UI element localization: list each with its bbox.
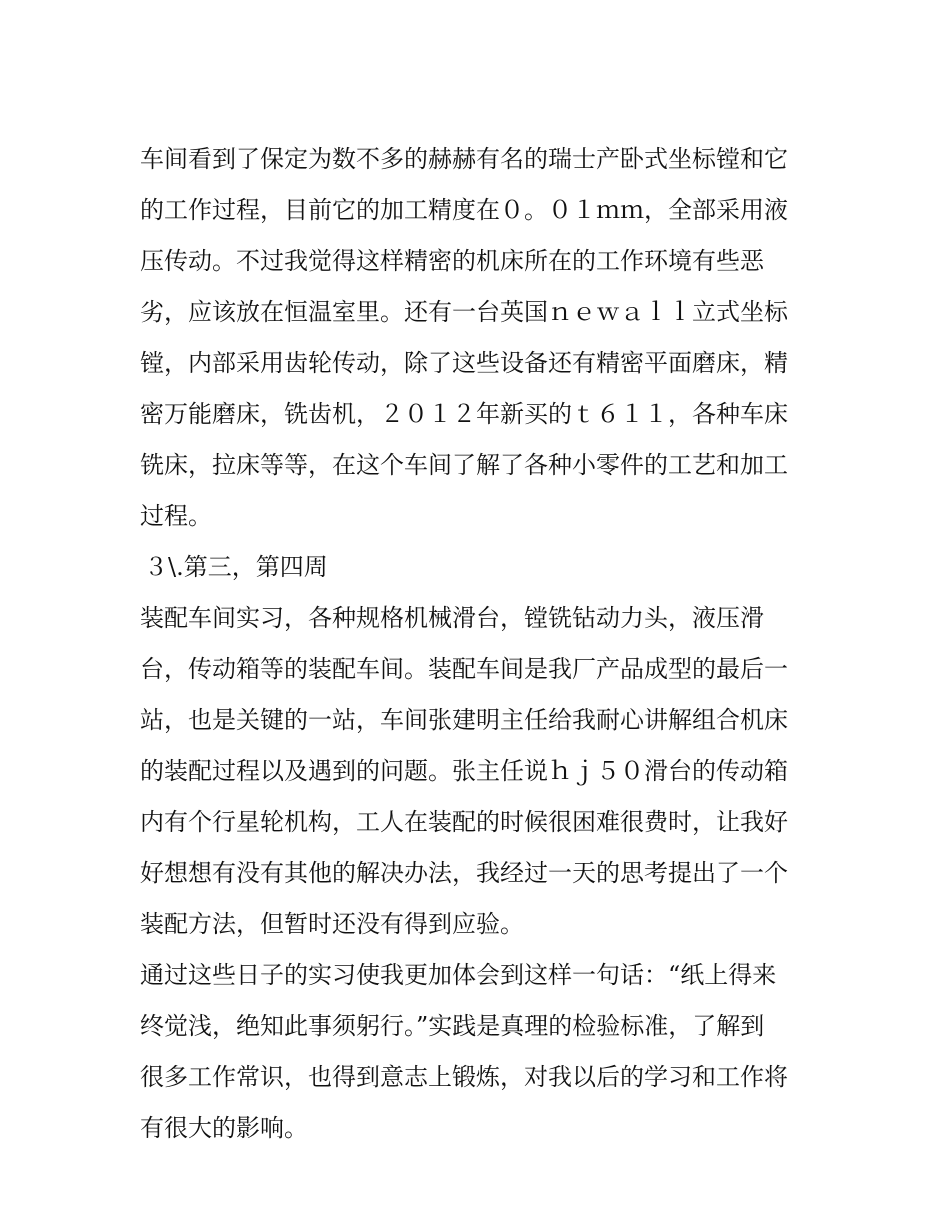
text-line: 密万能磨床，铣齿机，２０１２年新买的ｔ６１１，各种车床 [140, 400, 788, 428]
text-line: 有很大的影响。 [140, 1114, 308, 1142]
text-line: 过程。 [140, 502, 212, 530]
section-heading: ３\.第三，第四周 [144, 553, 328, 581]
text-line: 台，传动箱等的装配车间。装配车间是我厂产品成型的最后一 [140, 655, 788, 683]
text-line: 的工作过程，目前它的加工精度在０。０１ｍｍ，全部采用液 [140, 196, 788, 224]
text-line: 好想想有没有其他的解决办法，我经过一天的思考提出了一个 [140, 859, 788, 887]
text-line: 镗，内部采用齿轮传动，除了这些设备还有精密平面磨床，精 [140, 349, 788, 377]
text-line: 铣床，拉床等等，在这个车间了解了各种小零件的工艺和加工 [140, 451, 788, 479]
text-line: 装配方法，但暂时还没有得到应验。 [140, 910, 524, 938]
text-line: 装配车间实习，各种规格机械滑台，镗铣钻动力头，液压滑 [140, 604, 764, 632]
text-line: 终觉浅，绝知此事须躬行。”实践是真理的检验标准，了解到 [140, 1012, 765, 1040]
text-line: 的装配过程以及遇到的问题。张主任说ｈｊ５０滑台的传动箱 [140, 757, 788, 785]
document-body [140, 134, 830, 1154]
text-line: 很多工作常识，也得到意志上锻炼，对我以后的学习和工作将 [140, 1063, 788, 1091]
text-line: 劣，应该放在恒温室里。还有一台英国ｎｅｗａｌｌ立式坐标 [140, 298, 788, 326]
text-line: 内有个行星轮机构，工人在装配的时候很困难很费时，让我好 [140, 808, 788, 836]
text-line: 压传动。不过我觉得这样精密的机床所在的工作环境有些恶 [140, 247, 764, 275]
text-line: 车间看到了保定为数不多的赫赫有名的瑞士产卧式坐标镗和它 [140, 145, 788, 173]
text-line: 通过这些日子的实习使我更加体会到这样一句话：“纸上得来 [140, 961, 777, 989]
text-line: 站，也是关键的一站，车间张建明主任给我耐心讲解组合机床 [140, 706, 788, 734]
